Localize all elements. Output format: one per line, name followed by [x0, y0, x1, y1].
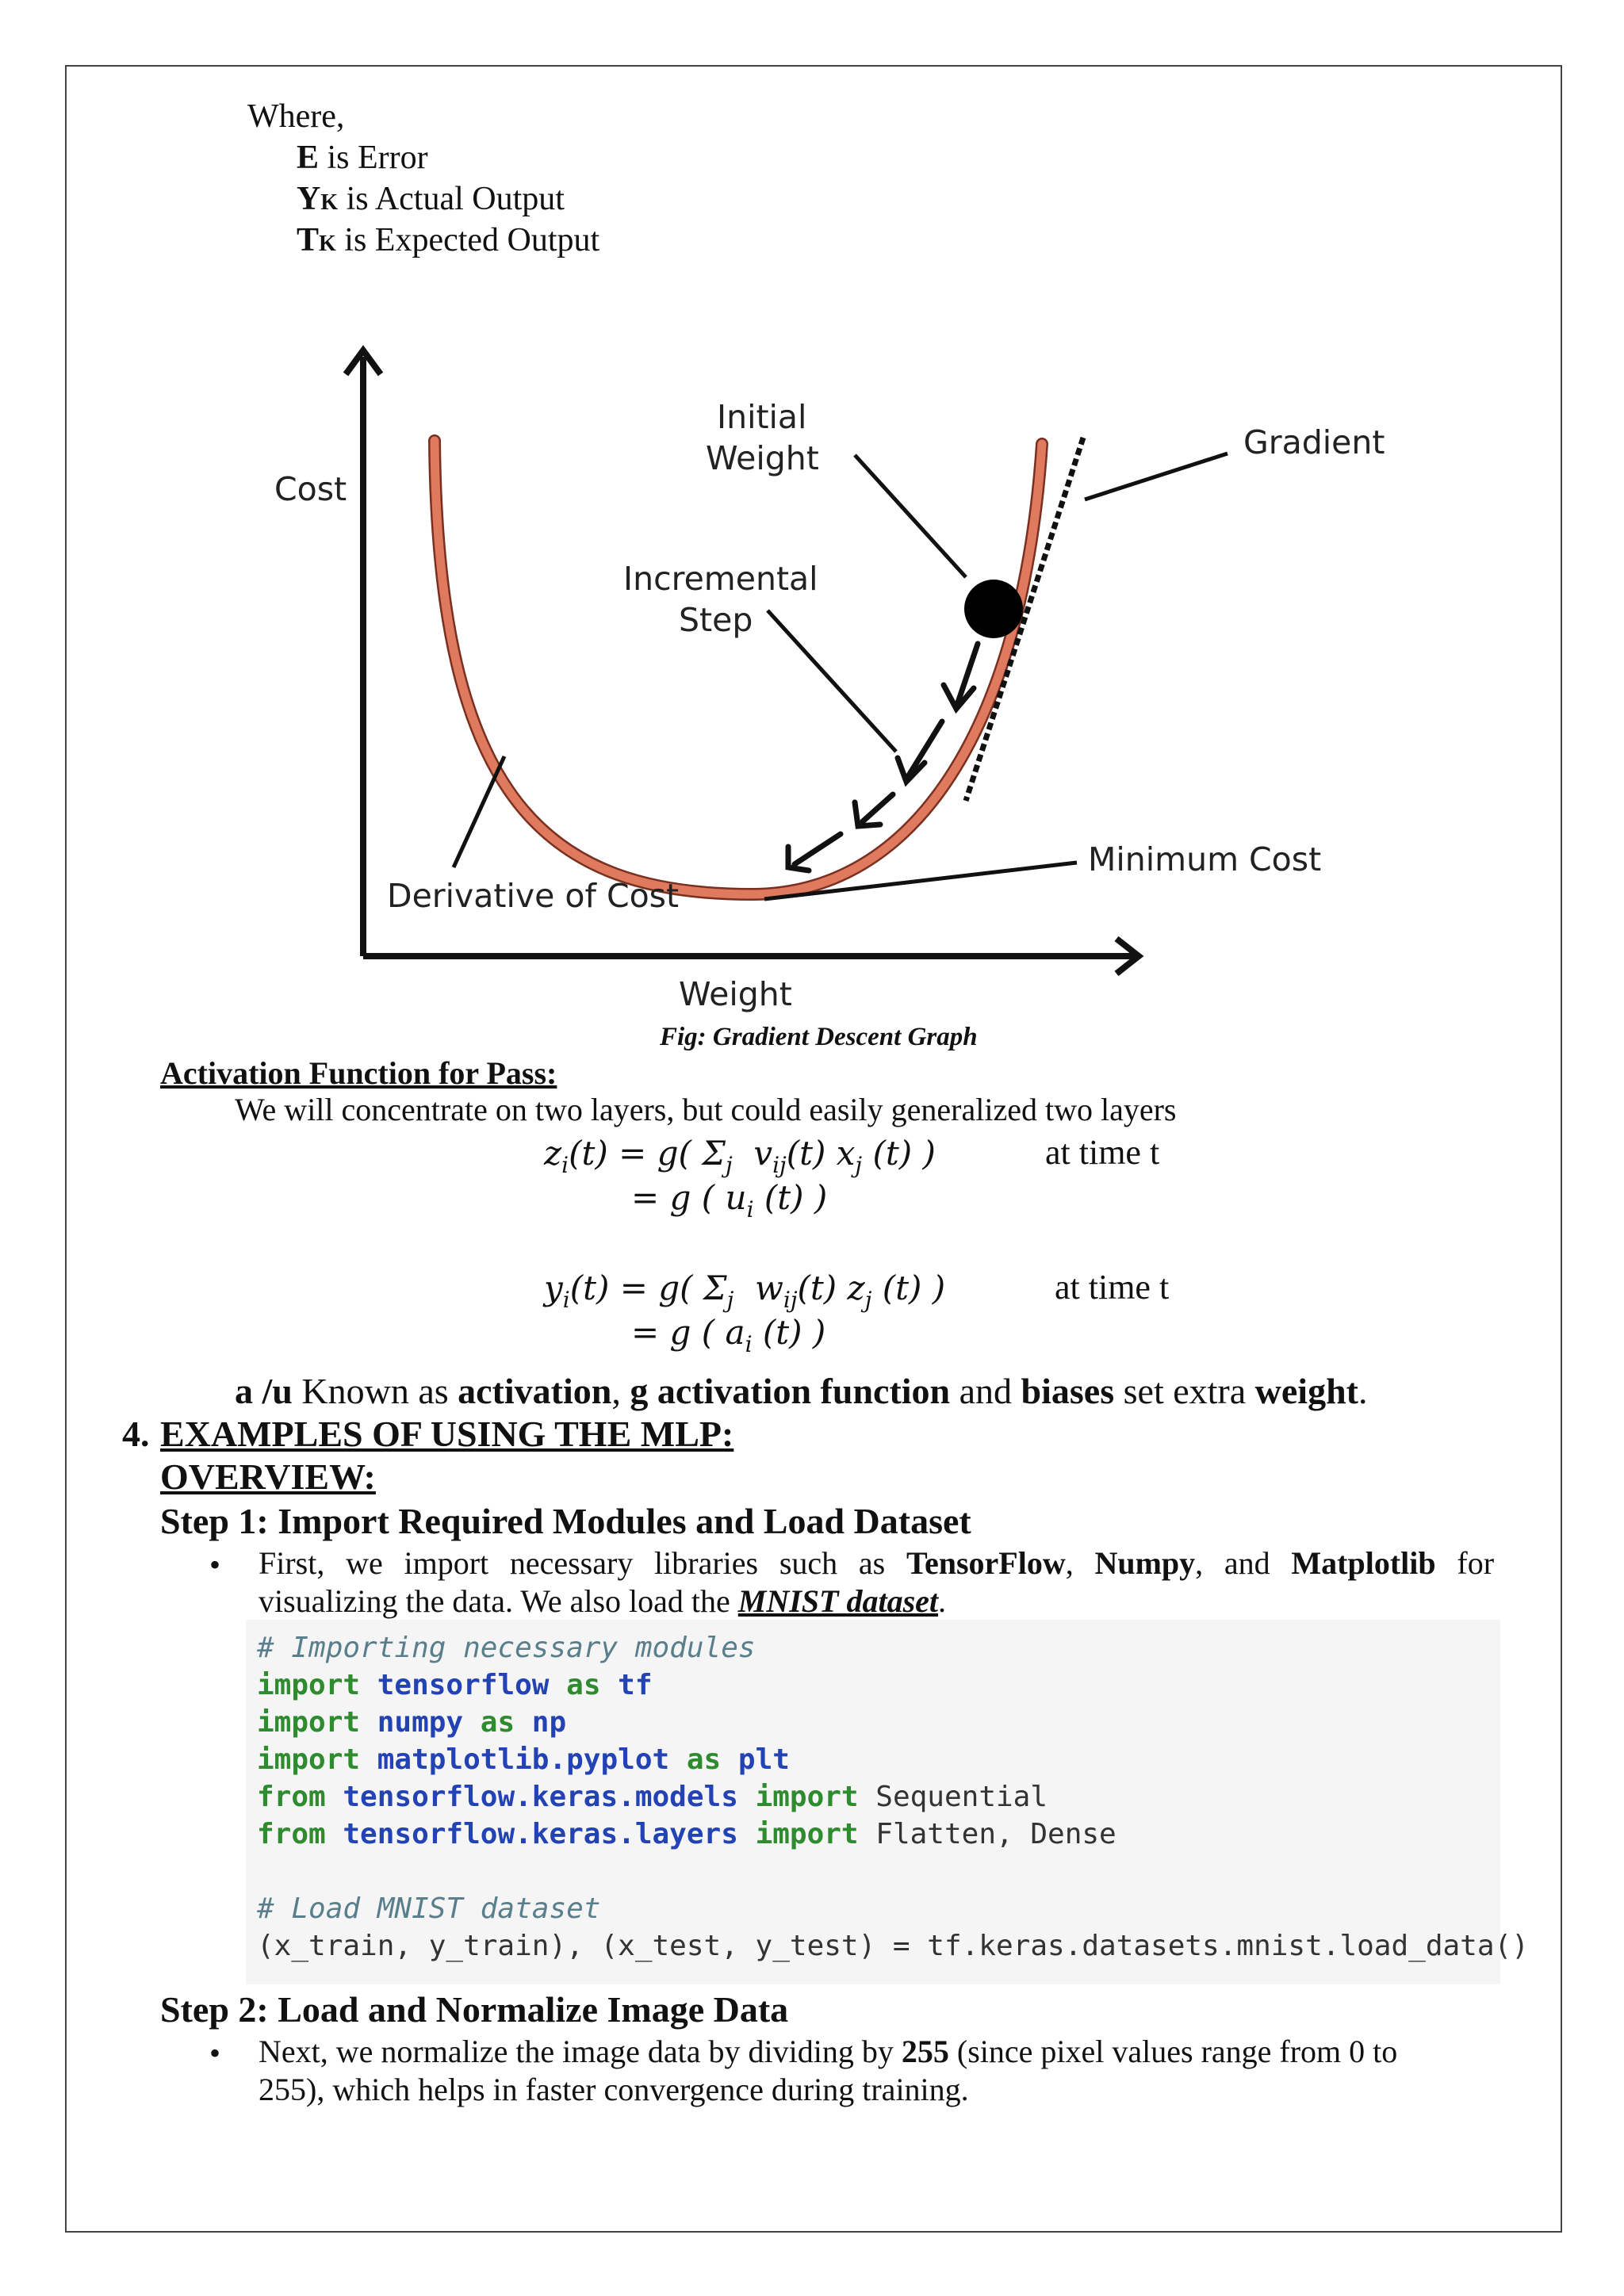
step-2-title: Step 2: Load and Normalize Image Data [160, 1989, 789, 2030]
def-text: is Expected Output [335, 222, 600, 258]
code-line-import-tensorflow: import tensorflow as tf [257, 1669, 653, 1701]
overview-heading: OVERVIEW: [160, 1456, 376, 1497]
incremental-step-arrows [788, 644, 978, 871]
initial-weight-ball [964, 580, 1023, 638]
label-incremental-2: Step [679, 601, 753, 639]
figure-caption: Fig: Gradient Descent Graph [660, 1023, 978, 1051]
code-line-import-numpy: import numpy as np [257, 1706, 567, 1739]
label-incremental-1: Incremental [623, 560, 818, 598]
code-comment-2: # Load MNIST dataset [257, 1892, 601, 1925]
equation-2-line-1: $y_i(t) = g$( $\Sigma_j$ $w_{ij}(t)$ $z_j$ (t) ) [544, 1269, 946, 1313]
equation-1-note: at time t [1045, 1133, 1160, 1172]
code-comment-1: # Importing necessary modules [257, 1632, 756, 1664]
def-subscript: K [319, 232, 336, 256]
label-weight-axis: Weight [679, 975, 792, 1013]
step-2-bullet: • [209, 2035, 221, 2071]
equation-2-line-2: = g ( $a_i$ (t) ) [631, 1313, 826, 1357]
label-derivative-of-cost: Derivative of Cost [387, 877, 680, 915]
step-1-bullet: • [209, 1547, 221, 1582]
label-minimum-cost: Minimum Cost [1088, 840, 1322, 878]
code-line-import-sequential: from tensorflow.keras.models import Sequential [257, 1781, 1048, 1813]
code-line-load-data: (x_train, y_train), (x_test, y_test) = tf.keras.datasets.mnist.load_data() [257, 1930, 1529, 1962]
def-text: is Actual Output [338, 181, 565, 217]
activation-intro: We will concentrate on two layers, but could easily generalized two layers [235, 1092, 1177, 1127]
equation-1-line-1: $z_i(t) = g$( $\Sigma_j$ $v_{ij}(t)$ $x_j$ (t) ) [544, 1134, 936, 1178]
activation-heading: Activation Function for Pass: [160, 1055, 557, 1091]
step-1-title: Step 1: Import Required Modules and Load Dataset [160, 1501, 971, 1541]
label-initial-weight-1: Initial [717, 398, 807, 436]
label-gradient: Gradient [1243, 423, 1385, 461]
code-block [246, 1620, 1529, 1984]
gradient-descent-figure [0, 0, 1624, 1062]
step-2-text-line-1: Next, we normalize the image data by dividing by 255 (since pixel values range from 0 to [259, 2034, 1398, 2069]
equation-2-note: at time t [1055, 1268, 1170, 1307]
step-2-text-line-2: 255), which helps in faster convergence during training. [259, 2072, 969, 2107]
section-number: 4. [122, 1414, 150, 1454]
cost-curve-outline [435, 441, 1042, 894]
code-line-import-layers: from tensorflow.keras.layers import Flatten, Dense [257, 1818, 1116, 1850]
activation-summary: a /u Known as activation, g activation function and biases set extra weight. [235, 1371, 1368, 1411]
def-symbol: T [297, 222, 320, 258]
where-intro: Where, [247, 98, 345, 135]
step-1-text: First, we import necessary libraries such as TensorFlow, Numpy, and Matplotlib for visualizing the data. We also load the MNIST dataset. [259, 1545, 1495, 1619]
def-subscript: K [320, 190, 339, 215]
cost-curve [435, 441, 1042, 894]
label-initial-weight-2: Weight [706, 439, 819, 477]
mnist-dataset-link: MNIST dataset [737, 1583, 939, 1619]
def-symbol: E [297, 140, 320, 176]
def-symbol: Y [297, 181, 321, 217]
code-line-import-matplotlib: import matplotlib.pyplot as plt [257, 1743, 790, 1776]
equation-1-line-2: = g ( $u_i$ (t) ) [631, 1178, 828, 1223]
section-title: EXAMPLES OF USING THE MLP: [160, 1414, 734, 1454]
def-text: is Error [319, 140, 428, 176]
label-cost: Cost [274, 470, 347, 508]
